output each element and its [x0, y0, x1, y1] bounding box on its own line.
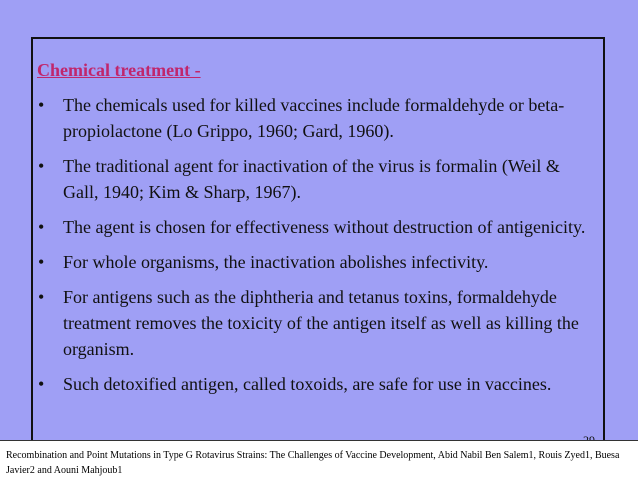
bullet-item	[38, 214, 596, 240]
bullet-item	[38, 153, 596, 205]
bullet-item	[38, 284, 596, 362]
bullet-text: For whole organisms, the inactivation abolishes infectivity.	[63, 252, 489, 272]
bullet-text: For antigens such as the diphtheria and tetanus toxins, formaldehyde treatment removes the toxicity of the antigen itself as well as killing the organism.	[63, 287, 579, 359]
citation-footer: Recombination and Point Mutations in Type G Rotavirus Strains: The Challenges of Vaccine Development, Abid Nabil Ben Salem1, Rouis Zyed1, Buesa Javier2 and Aouni Mahjoub1	[0, 440, 638, 479]
bullet-marker: •	[38, 287, 45, 307]
bullet-marker: •	[38, 156, 45, 176]
bullet-marker: •	[38, 217, 45, 237]
bullet-text: Such detoxified antigen, called toxoids, are safe for use in vaccines.	[63, 374, 552, 394]
bullet-text: The chemicals used for killed vaccines include formaldehyde or beta-propiolactone (Lo Grippo, 1960; Gard, 1960).	[63, 95, 565, 141]
bullet-item	[38, 92, 596, 144]
bullet-marker: •	[38, 374, 45, 394]
bullet-marker: •	[38, 252, 45, 272]
slide-heading: Chemical treatment -	[37, 60, 201, 80]
bullet-item	[38, 249, 596, 275]
bullet-text: The agent is chosen for effectiveness without destruction of antigenicity.	[63, 217, 586, 237]
bullet-item	[38, 371, 596, 397]
bullet-list	[38, 92, 596, 406]
bullet-text: The traditional agent for inactivation of the virus is formalin (Weil & Gall, 1940; Kim & Sharp, 1967).	[63, 156, 560, 202]
bullet-marker: •	[38, 95, 45, 115]
